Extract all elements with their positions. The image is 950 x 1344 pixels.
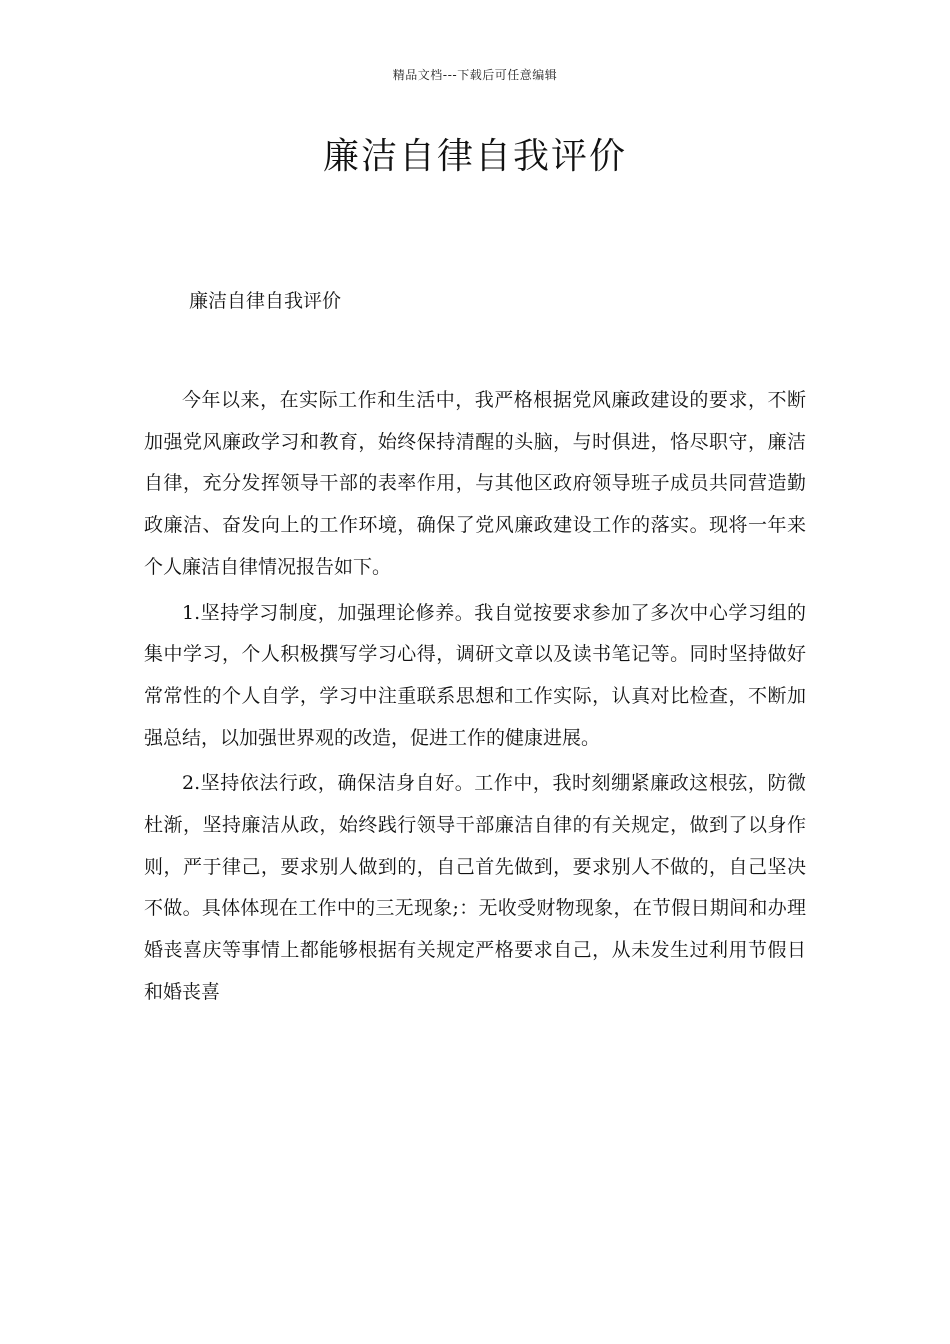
document-title: 廉洁自律自我评价	[322, 136, 627, 177]
paragraph-integrity: 2.坚持依法行政，确保洁身自好。工作中，我时刻绷紧廉政这根弦，防微杜渐，坚持廉洁从政，始终践行领导干部廉洁自律的有关规定，做到了以身作则，严于律己，要求别人做到的，自己首先做到，要求别人不做的，自己坚决不做。具体体现在工作中的三无现象;：无收受财物现象，在节假日期间和办理婚丧喜庆等事情上都能够根据有关规定严格要求自己，从未发生过利用节假日和婚丧喜	[144, 772, 806, 1003]
paragraph-study: 1.坚持学习制度，加强理论修养。我自觉按要求参加了多次中心学习组的集中学习，个人积极撰写学习心得，调研文章以及读书笔记等。同时坚持做好常常性的个人自学，学习中注重联系思想和工作实际，认真对比检查，不断加强总结，以加强世界观的改造，促进工作的健康进展。	[144, 601, 806, 749]
document-subtitle: 廉洁自律自我评价	[189, 290, 342, 312]
document-body	[144, 380, 806, 1018]
paragraph-intro: 今年以来，在实际工作和生活中，我严格根据党风廉政建设的要求，不断加强党风廉政学习和教育，始终保持清醒的头脑，与时俱进，恪尽职守，廉洁自律，充分发挥领导干部的表率作用，与其他区政府领导班子成员共同营造勤政廉洁、奋发向上的工作环境，确保了党风廉政建设工作的落实。现将一年来个人廉洁自律情况报告如下。	[144, 389, 806, 578]
header-note: 精品文档---下载后可任意编辑	[392, 68, 558, 82]
